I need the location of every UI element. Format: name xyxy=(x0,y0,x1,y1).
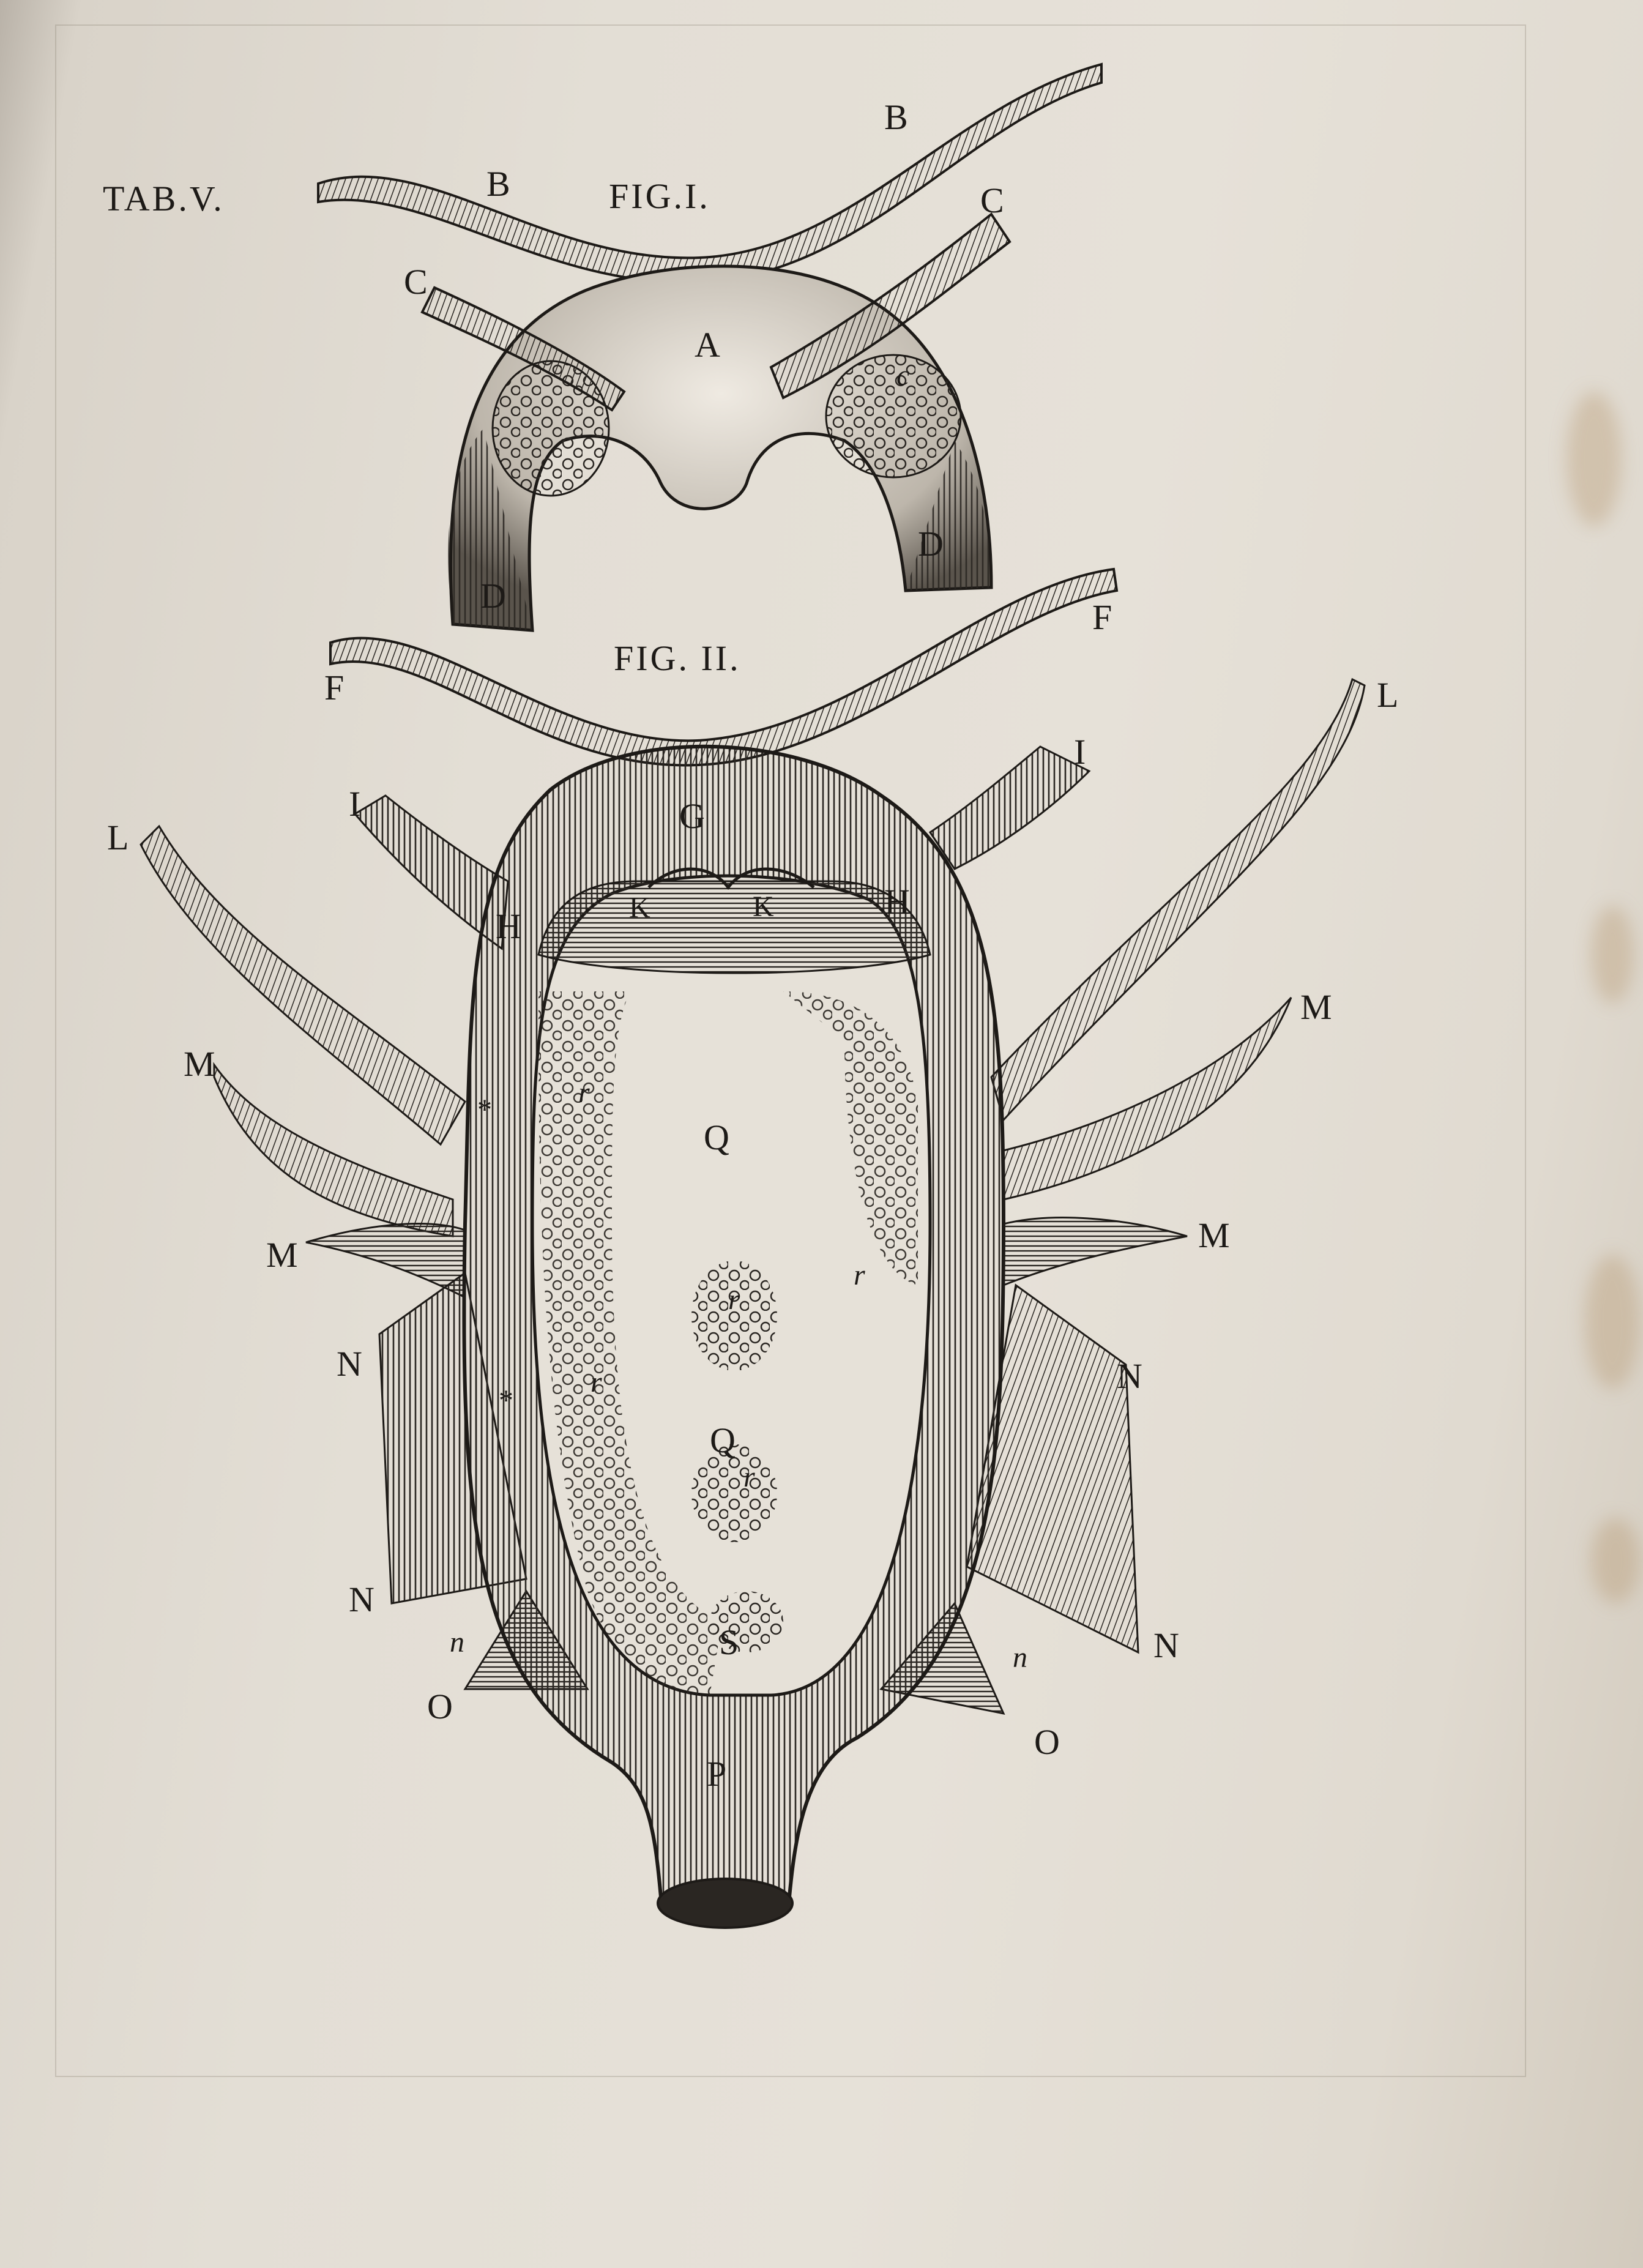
label-m-left-upper: M xyxy=(184,1044,215,1084)
vessel-l-right xyxy=(991,679,1365,1120)
label-p: P xyxy=(707,1754,727,1794)
label-n-left-lower: N xyxy=(349,1580,374,1619)
label-m-left-lower: M xyxy=(266,1235,298,1275)
label-i-left: I xyxy=(349,784,361,824)
label-c-left: C xyxy=(404,262,428,302)
label-o-left: O xyxy=(427,1687,453,1726)
label-n-right-upper: N xyxy=(1117,1356,1142,1396)
fig2-title: FIG. II. xyxy=(614,638,741,678)
label-q-lower: Q xyxy=(710,1420,736,1460)
label-c-right: C xyxy=(980,181,1004,220)
label-r-1: r xyxy=(578,1076,590,1109)
gland-right xyxy=(826,355,961,477)
label-m-right-lower: M xyxy=(1198,1215,1230,1255)
label-s: S xyxy=(719,1622,739,1662)
fig1-title: FIG.I. xyxy=(609,176,710,216)
table-label: TAB.V. xyxy=(103,179,225,218)
label-r-5: r xyxy=(743,1461,755,1493)
label-b-left: B xyxy=(486,164,510,204)
vessel-i-right xyxy=(930,747,1089,869)
label-f-right: F xyxy=(1092,597,1112,637)
label-o-right: O xyxy=(1034,1722,1060,1762)
inner-band-k xyxy=(538,881,930,973)
label-g: G xyxy=(679,796,705,836)
label-r-4: r xyxy=(591,1366,602,1398)
label-d-right: D xyxy=(918,524,944,564)
label-n-small-left: n xyxy=(450,1626,464,1658)
label-q-upper: Q xyxy=(704,1117,729,1157)
label-i-right: I xyxy=(1074,732,1086,772)
label-c-small: c xyxy=(896,359,910,392)
label-r-2: r xyxy=(854,1259,865,1291)
label-n-left-upper: N xyxy=(337,1344,362,1384)
star-marker-upper: * xyxy=(477,1094,492,1126)
label-m-right-upper: M xyxy=(1300,987,1332,1027)
label-a: A xyxy=(695,325,720,365)
star-marker-lower: * xyxy=(499,1384,513,1417)
label-f-left: F xyxy=(324,668,345,707)
label-h-right: H xyxy=(884,882,910,922)
label-k-left: K xyxy=(629,892,650,924)
label-n-small-right: n xyxy=(1013,1641,1027,1674)
bubbles-center-upper xyxy=(691,1261,777,1371)
label-l-left: L xyxy=(107,818,129,857)
muscle-m-left-lower xyxy=(306,1224,465,1297)
label-k-right: K xyxy=(753,890,774,923)
label-h-left: H xyxy=(496,906,521,946)
label-l-right: L xyxy=(1377,675,1399,715)
muscle-m-right-lower xyxy=(1004,1218,1187,1285)
label-n-right-lower: N xyxy=(1153,1625,1179,1665)
label-r-3: r xyxy=(728,1283,740,1316)
label-b-right: B xyxy=(884,97,908,137)
label-d-left: D xyxy=(480,576,506,616)
figure-2 xyxy=(141,569,1365,1928)
